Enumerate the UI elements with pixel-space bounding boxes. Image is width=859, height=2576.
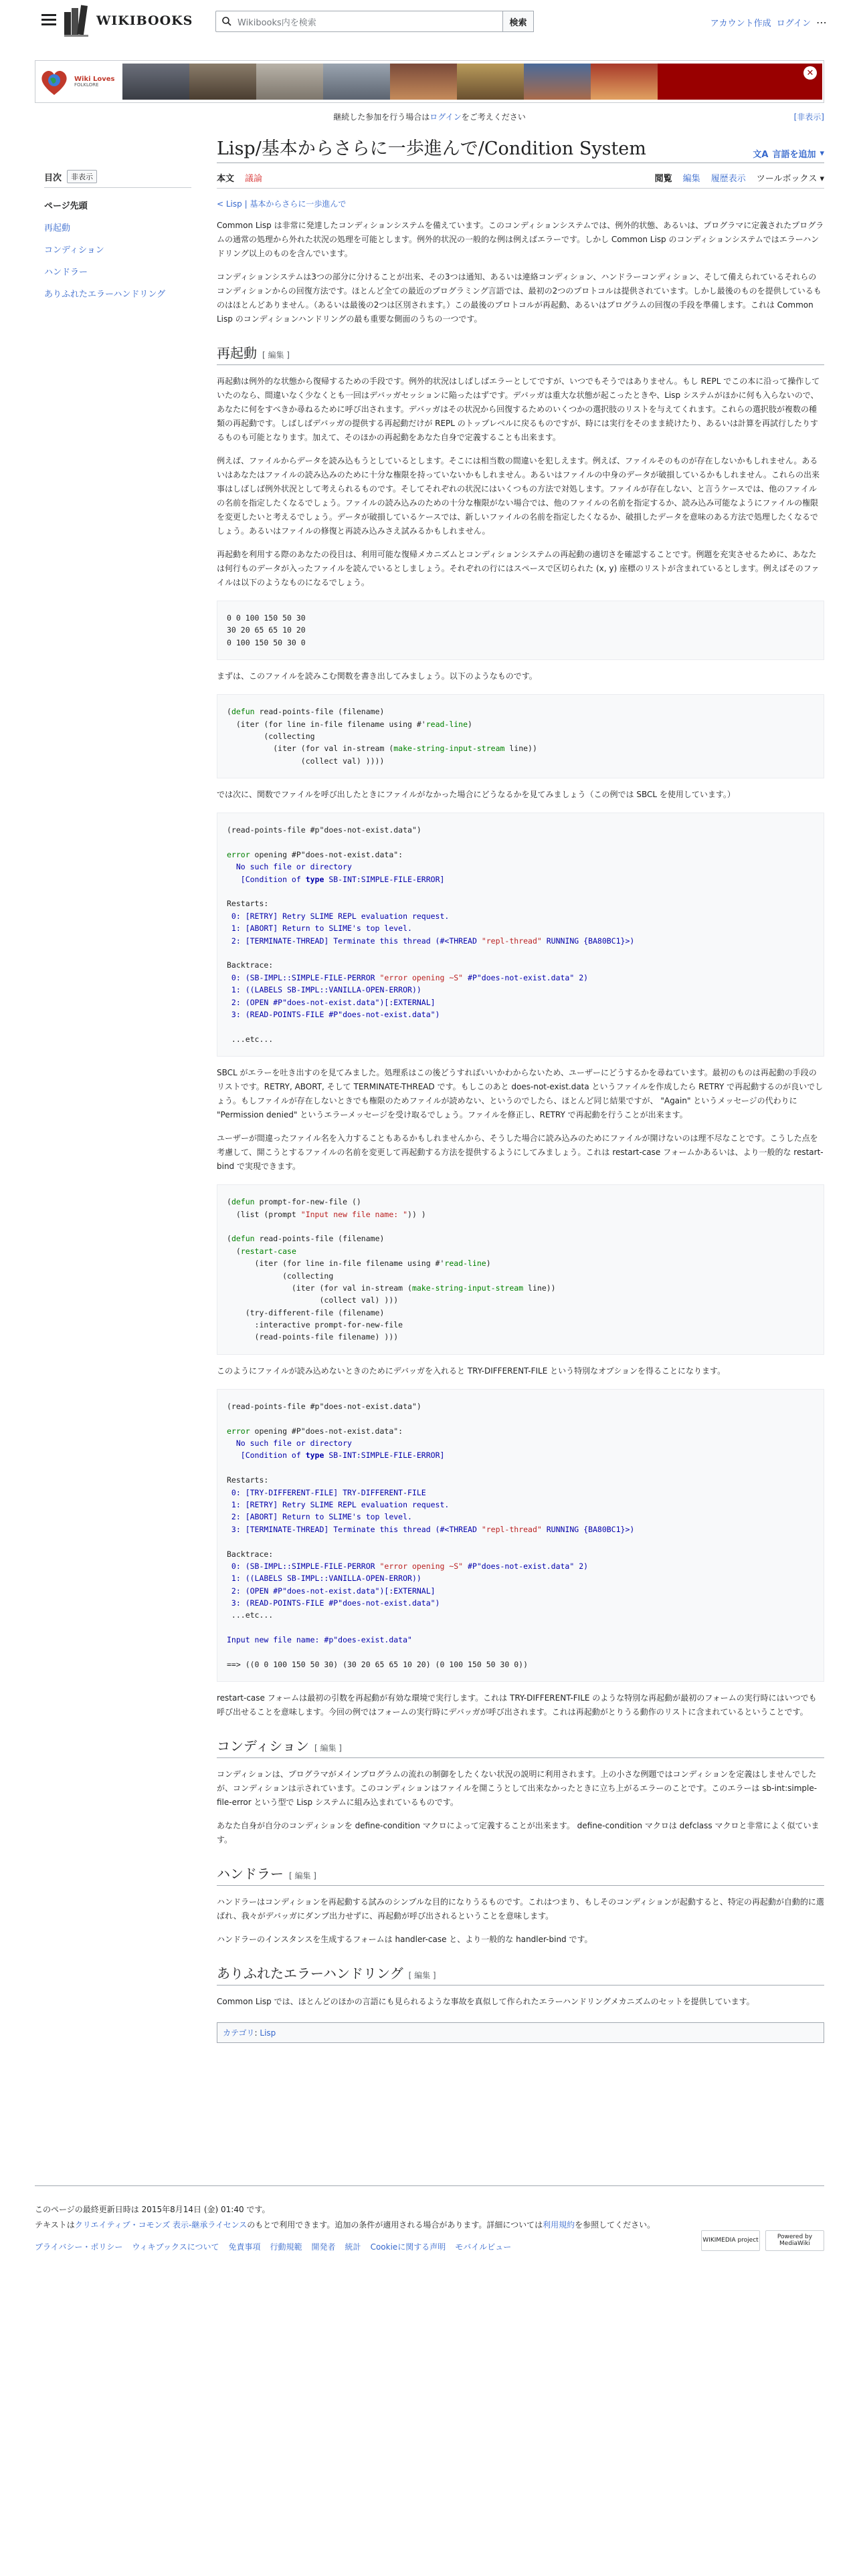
restart-case-paragraph: restart-case フォームは最初の引数を再起動が有効な環境で実行します。これは TRY-DIFFERENT-FILE のような特別な再起動が最初のフォームの実行時にはいつでも呼び出せることを意味します。今回の例ではフォームの実行時にデバッガが呼び出されます。これは再起動がとりうる動作のリストに含まれているということです。 [217,1693,817,1717]
footer-link-mobile[interactable]: モバイルビュー [455,2242,512,2252]
edit-section-link[interactable]: [ 編集 ] [289,1871,316,1881]
read-function-intro: まずは、このファイルを読みこむ関数を書き出してみましょう。以下のようなものです。 [217,671,537,681]
tab-article[interactable]: 本文 [217,174,235,184]
code-block-error-1: (read-points-file #p"does-not-exist.data") error opening #P"does-not-exist.data": No such file or directory [Condition of type SB-INT:SIMPLE-FILE-ERROR] Restarts: 0: [RETRY] Retry SLIME REPL evaluation request. 1: [ABORT] Return to SLIME's top level. 2: [TERMINATE-THREAD] Terminate this thread (#<THREAD "repl-thread" RUNNING {BA80BC1}>) Backtrace: 0: (SB-IMPL::SIMPLE-FILE-PERROR "error opening ~S" #P"does-not-exist.data" 2) 1: ((LABELS SB-IMPL::VANILLA-OPEN-ERROR)) 2: (OPEN #P"does-not-exist.data")[:EXTERNAL] 3: (READ-POINTS-FILE #P"does-not-exist.data") ...etc... [217,813,824,1057]
banner-red-panel [658,64,822,100]
login-link[interactable]: ログイン [776,19,811,29]
wikimedia-badge[interactable]: WIKIMEDIA project [701,2230,760,2251]
dismiss-notice-link[interactable]: [非表示] [793,112,824,122]
more-options-icon[interactable]: ⋯ [816,16,827,29]
footer-link-about[interactable]: ウィキブックスについて [132,2242,219,2252]
user-links [710,16,827,29]
create-account-link[interactable]: アカウント作成 [710,19,771,29]
title-row [217,134,824,163]
main-menu-icon[interactable] [41,14,56,26]
heading-common-error-handling: ありふれたエラーハンドリング [ 編集 ] [217,1963,824,1985]
search-form [215,11,534,32]
translate-icon: 文A [753,150,769,160]
search-input[interactable] [215,11,503,32]
banner-photos [122,64,658,100]
breadcrumb[interactable]: < Lisp | 基本からさらに一歩進んで [217,199,347,209]
code-block-data: 0 0 100 150 50 30 30 20 65 65 10 20 0 100 150 50 30 0 [217,601,824,660]
footer-link-disclaimer[interactable]: 免責事項 [228,2242,261,2252]
try-different-file-paragraph: このようにファイルが読み込めないときのためにデバッガを入れると TRY-DIFFERENT-FILE という特別なオプションを得ることになります。 [217,1366,726,1376]
tab-toolbox[interactable]: ツールボックス ▾ [756,174,824,184]
banner-logo-text: Wiki Loves [74,75,115,83]
page-footer [35,2185,824,2252]
toc-title: 目次 [44,173,62,183]
intro-paragraph-2: コンディションシステムは3つの部分に分けることが出来、その3つは通知、あるいは連絡コンディション、ハンドラーコンディション、そして備えられているそれらのコンディションからの回復方法です。ほとんど全ての最近のプログラミング言語では、最初の2つのプロトコルは提供されています。しかし最後のものを提供しているものはほとんどありません。（あるいは最後の2つは区別されます。）この最後のプロトコルが再起動、あるいはプログラムの回復の手段を準備します。これは Common Lisp のコンディションハンドリングの最も重要な側面のうちの一つです。 [217,272,822,324]
tab-history[interactable]: 履歴表示 [710,174,746,184]
category-label-link[interactable]: カテゴリ [223,2028,255,2038]
search-icon [221,16,232,27]
footer-link-code-of-conduct[interactable]: 行動規範 [270,2242,302,2252]
toc-item-restart[interactable]: 再起動 [44,223,71,233]
wikibooks-logo-icon [62,4,92,37]
search-placeholder: Wikibooks内を検索 [237,17,316,28]
page-tabs [217,171,824,189]
footer-link-privacy[interactable]: プライバシー・ポリシー [35,2242,123,2252]
site-notice: 継続した参加を行う場合はログインをご考えください [333,112,526,122]
site-header [0,0,859,43]
last-edit-info: このページの最終更新日時は 2015年8月14日 (金) 01:40 です。 [35,2205,270,2214]
tab-discussion[interactable]: 議論 [245,174,263,184]
toc-item-handler[interactable]: ハンドラー [44,267,88,278]
footer-link-cookie[interactable]: Cookieに関する声明 [370,2242,446,2252]
toc-hide-button[interactable]: 非表示 [67,170,97,183]
category-box: カテゴリ: Lisp [217,2022,824,2043]
intro-paragraph-1: Common Lisp は非常に発達したコンディションシステムを備えています。このコンディションシステムでは、例外的状態、あるいは、プログラマに定義されたプログラムの通常の処理から外れた状況の処理を可能とします。例外的状況の一般的な例は例えばエラーです。しかし Common Lisp のコンディションシステムではエラーハンドリング以上のものを含んでいます。 [217,221,824,258]
condition-paragraph-1: コンディションは、プログラマがメインプログラムの流れの制御をしたくない状況の説明に利用されます。上の小さな例題ではコンディションを定義はしませんでしたが、コンディションは示されています。このコンディションはファイルを開こうとして出来なかったときに立ち上がるエラーのことです。このエラーは sb-int:simple-file-error という型で Lisp システムに組み込まれているものです。 [217,1769,818,1808]
footer-link-statistics[interactable]: 統計 [345,2242,361,2252]
banner-logo [38,64,121,100]
banner-logo-sub: FOLKLORE [74,82,99,88]
footer-link-developers[interactable]: 開発者 [311,2242,336,2252]
handler-paragraph-1: ハンドラーはコンディションを再起動する試みのシンプルな目的になりうるものです。これはつまり、もしそのコンディションが起動すると、特定の再起動が自動的に選ばれ、我々がデバッガにダンプ出力せずに、再起動が呼び出されるということを意味します。 [217,1897,824,1921]
site-logo[interactable] [62,4,193,37]
edit-section-link[interactable]: [ 編集 ] [408,1971,436,1981]
license-info: テキストはクリエイティブ・コモンズ 表示-継承ライセンスのもとで利用できます。追加の条件が適用される場合があります。詳細については利用規約を参照してください。 [35,2220,656,2230]
notice-login-link[interactable]: ログイン [430,112,462,122]
restart-paragraph-2: 例えば、ファイルからデータを読み込もうとしているとします。そこには相当数の間違いを犯しえます。例えば、ファイルそのものが存在しないかもしれません。あるいはあなたはファイルの読み込みのために十分な権限を持っていないかもしれません。あるいはファイルの中身のデータが破損しているかもしれません。これらの出来事はしばしば例外状況として考えられるものです。そしてそれぞれの状況にはいくつもの方法で対処します。ファイルが存在しない、と言うケースでは、他のファイルの名前を指定したくなるでしょう。ファイルの読み込みのための十分な権限がない場合では、他のファイルの名前を指定するか、読み込み可能なようにファイルの権限を変更したいと考えるでしょう。データが破損しているケースでは、新しいファイルの名前を指定したくなるか、破損したデータを意味のある方法で処理したくなるでしょう。あるいはファイルの修復と再読み込みさえ試みるかもしれません。 [217,456,820,536]
add-language-button[interactable]: 文A 言語を追加 ▾ [753,148,824,160]
user-name-paragraph: ユーザーが間違ったファイル名を入力することもあるかもしれませんから、そうした場合に読み込みのためにファイルが開けないのは理不尽なことです。こうした点を考慮して、開こうとするファイルの名前を変更して再起動する方法を提供するようにしてみましょう。これは restart-case フォームかあるいは、より一般的な restart-bind で実現できます。 [217,1134,824,1172]
toc-item-condition[interactable]: コンディション [44,245,104,255]
heading-handler: ハンドラー [ 編集 ] [217,1863,824,1886]
heading-restart: 再起動 [ 編集 ] [217,342,824,365]
tab-edit[interactable]: 編集 [682,174,700,184]
main-content [217,134,824,2043]
page-title: Lisp/基本からさらに一歩進んで/Condition System [217,138,646,159]
heart-globe-icon [38,66,70,98]
category-lisp-link[interactable]: Lisp [260,2028,276,2038]
heading-condition: コンディション [ 編集 ] [217,1735,824,1758]
restart-paragraph-1: 再起動は例外的な状態から復帰するための手段です。例外的状況はしばしばエラーとしてですが、いつでもそうではありません。もし REPL でこの本に沿って操作していたのなら、間違いなく少なくとも一回はデバッガセッションに陥ったはずです。デバッガは重大な状態が起こったときや、Lisp システムがほかに何も入らないので、あなたに何をすべきか尋ねるために呼び出されます。デバッガはその状況から回復するためのいくつかの選択肢のリストを与えてくれます。これらの選択肢が複数の種類の再起動です。しばしばデバッガの提供する再起動だけが REPL のトップレベルに戻るものですが、時には実行をそのまま続けたり、あるいは計算を再試行したりするものも可能となります。加えて、そのほかの再起動をあなた自身で定義することも出来ます。 [217,377,820,442]
handler-paragraph-2: ハンドラーのインスタンスを生成するフォームは handler-case と、より一般的な handler-bind です。 [217,1935,593,1945]
code-block-error-2: (read-points-file #p"does-not-exist.data") error opening #P"does-not-exist.data": No such file or directory [Condition of type SB-INT:SIMPLE-FILE-ERROR] Restarts: 0: [TRY-DIFFERENT-FILE] TRY-DIFFERENT-FILE 1: [RETRY] Retry SLIME REPL evaluation request. 2: [ABORT] Return to SLIME's top level. 3: [TERMINATE-THREAD] Terminate this thread (#<THREAD "repl-thread" RUNNING {BA80BC1}>) Backtrace: 0: (SB-IMPL::SIMPLE-FILE-PERROR "error opening ~S" #P"does-not-exist.data" 2) 1: ((LABELS SB-IMPL::VANILLA-OPEN-ERROR)) 2: (OPEN #P"does-not-exist.data")[:EXTERNAL] 3: (READ-POINTS-FILE #P"does-not-exist.data") ...etc... Input new file name: #p"does-exist.data" ==> ((0 0 100 150 50 30) (30 20 65 65 10 20) (0 100 150 50 30 0)) [217,1389,824,1683]
footer-badges [701,2230,824,2251]
edit-section-link[interactable]: [ 編集 ] [314,1743,342,1753]
tab-read[interactable]: 閲覧 [654,174,672,184]
toc-item-common-error-handling[interactable]: ありふれたエラーハンドリング [44,290,166,300]
close-icon[interactable]: ✕ [803,66,817,80]
condition-paragraph-2: あなた自身が自分のコンディションを define-condition マクロによって定義することが出来ます。 define-condition マクロは defclass マクロと非常によく似ています。 [217,1821,820,1845]
license-link[interactable]: クリエイティブ・コモンズ 表示-継承ライセンス [74,2220,248,2230]
restart-paragraph-3: 再起動を利用する際のあなたの役目は、利用可能な復帰メカニズムとコンディションシステムの再起動の適切さを確認することです。例題を充実させるために、あなたは何行ものデータが入ったファイルを読んでいるとしましょう。それぞれの行にはスペースで区切られた (x, y) 座標のリストが含まれているとします。例えばそのファイルは以下のようなものになるでしょう。 [217,550,820,587]
chevron-down-icon: ▾ [820,174,824,184]
terms-link[interactable]: 利用規約 [543,2220,575,2230]
common-paragraph-1: Common Lisp では、ほとんどのほかの言語にも見られるような事故を真似して作られたエラーハンドリングメカニズムのセットを提供しています。 [217,1997,755,2007]
toc-item-top[interactable]: ページ先頭 [44,201,88,211]
toc-header [44,170,191,188]
mediawiki-badge[interactable]: Powered by MediaWiki [765,2230,824,2251]
sbcl-explanation: SBCL がエラーを吐き出すのを見てみました。処理系はこの後どうすればいいかわからないため、ユーザーにどうするかを尋ねています。最初のものは再起動の手段のリストです。RETRY, ABORT, そして TERMINATE-THREAD です。もしこのあと does-not-exist.data というファイルを作成したら RETRY で再起動するのが良いでしょう。もしファイルが存在しないときでも権限のためファイルが読めない、というのでしたら、ほとんど同じ結果ですが、 "Again" というメッセージの代わりに "Permission denied" というエラーメッセージを受け取るでしょう。ファイルを修正し、RETRY で再起動を行うことが出来ます。 [217,1068,824,1120]
search-button[interactable]: 検索 [503,11,534,32]
code-block-restart-case: (defun prompt-for-new-file () (list (prompt "Input new file name: ")) ) (defun read-points-file (filename) (restart-case (iter (for line in-file filename using #'read-line) (collecting (iter (for val in-stream (make-string-input-stream line)) (collect val) ))) (try-different-file (filename) :interactive prompt-for-new-file (read-points-file filename) ))) [217,1184,824,1355]
code-block-read-points: (defun read-points-file (filename) (iter (for line in-file filename using #'read-line) (collecting (iter (for val in-stream (make-string-input-stream line)) (collect val) )))) [217,694,824,778]
site-name: WIKIBOOKS [96,13,193,28]
campaign-banner[interactable] [35,60,824,103]
table-of-contents [44,170,191,300]
edit-section-link[interactable]: [ 編集 ] [262,350,290,360]
call-nofile-intro: では次に、関数でファイルを呼び出したときにファイルがなかった場合にどうなるかを見てみましょう（この例では SBCL を使用しています。） [217,790,735,800]
chevron-down-icon: ▾ [820,148,824,158]
